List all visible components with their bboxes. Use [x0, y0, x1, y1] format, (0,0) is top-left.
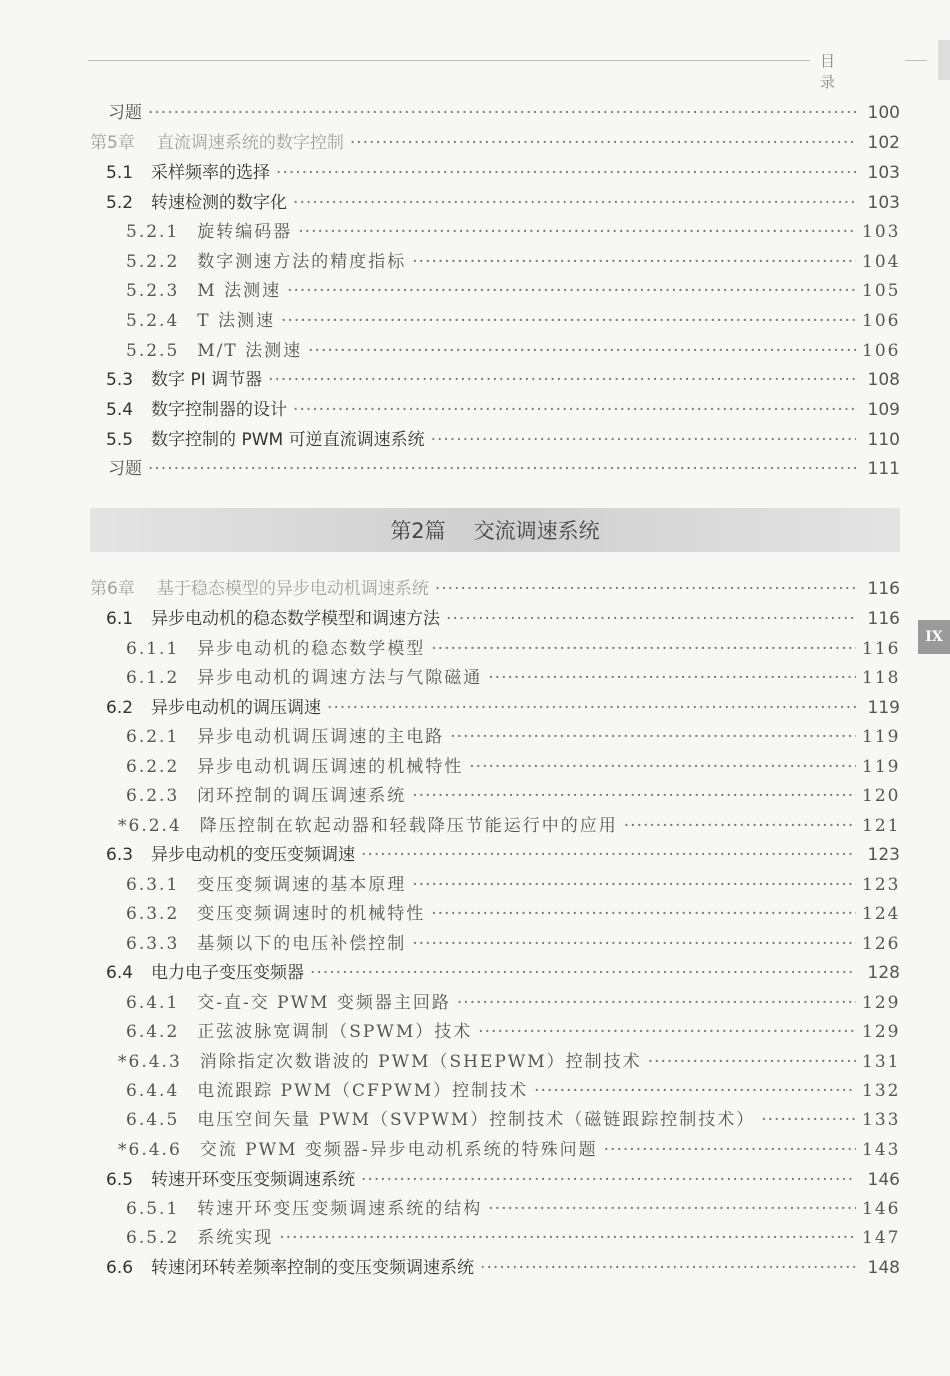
- page-number: 116: [867, 609, 900, 629]
- toc-entry: [108, 456, 900, 482]
- toc-entry: [106, 427, 900, 453]
- entry-number: 习题: [108, 103, 142, 123]
- toc-entry: [106, 695, 900, 721]
- toc-entry: [108, 100, 900, 126]
- running-header: 目 录: [820, 52, 868, 91]
- page-number: 129: [862, 1022, 901, 1042]
- entry-number: 5.5: [106, 430, 134, 450]
- dot-leader: [457, 990, 856, 1016]
- entry-number: 6.1: [106, 609, 134, 629]
- page-number: 123: [862, 875, 901, 895]
- dot-leader: [761, 1107, 856, 1133]
- entry-title: 异步电动机的调速方法与气隙磁通: [197, 668, 483, 688]
- toc-entry: [126, 278, 900, 304]
- entry-number: 第6章: [90, 579, 135, 599]
- entry-title: 交流 PWM 变频器-异步电动机系统的特殊问题: [199, 1140, 598, 1160]
- entry-title: 异步电动机的变压变频调速: [151, 845, 356, 865]
- dot-leader: [431, 636, 856, 662]
- dot-leader: [148, 456, 856, 482]
- toc-entry: [126, 990, 900, 1016]
- entry-title: 电压空间矢量 PWM（SVPWM）控制技术（磁链跟踪控制技术）: [197, 1110, 756, 1130]
- page-number: 104: [862, 252, 901, 272]
- dot-leader: [624, 813, 856, 839]
- entry-title: 异步电动机调压调速的主电路: [197, 727, 445, 747]
- toc-entry: [118, 813, 900, 839]
- dot-leader: [480, 1255, 856, 1281]
- entry-number: 6.5: [106, 1170, 134, 1190]
- dot-leader: [350, 130, 856, 156]
- entry-title: M/T 法测速: [197, 341, 303, 361]
- dot-leader: [268, 367, 856, 393]
- page-number: 128: [867, 963, 900, 983]
- page-number: 120: [862, 786, 901, 806]
- toc-entry: [126, 901, 900, 927]
- toc-entry: [106, 397, 900, 423]
- entry-number: 6.3.2: [126, 904, 180, 924]
- toc-entry: [126, 219, 900, 245]
- entry-title: 闭环控制的调压调速系统: [197, 786, 407, 806]
- entry-number: 第5章: [90, 133, 135, 153]
- dot-leader: [648, 1049, 856, 1075]
- entry-number: 6.3: [106, 845, 134, 865]
- entry-number: 5.2.4: [126, 311, 180, 331]
- dot-leader: [310, 960, 856, 986]
- entry-title: 异步电动机调压调速的机械特性: [197, 757, 464, 777]
- entry-number: 6.4.5: [126, 1110, 180, 1130]
- page-number: 103: [867, 163, 900, 183]
- toc-entry: [126, 636, 900, 662]
- entry-number: 6.5.2: [126, 1228, 180, 1248]
- page-number: 146: [862, 1199, 901, 1219]
- entry-number: 5.2.5: [126, 341, 180, 361]
- dot-leader: [488, 665, 856, 691]
- entry-title: 采样频率的选择: [151, 163, 271, 183]
- entry-title: 转速检测的数字化: [151, 193, 288, 213]
- toc-entry: [106, 842, 900, 868]
- toc-entry: [106, 606, 900, 632]
- dot-leader: [412, 931, 856, 957]
- page-number: 102: [867, 133, 900, 153]
- entry-title: 正弦波脉宽调制（SPWM）技术: [197, 1022, 473, 1042]
- page-number: 105: [862, 281, 901, 301]
- entry-number: 6.1.1: [126, 639, 180, 659]
- entry-number: 6.4.4: [126, 1081, 180, 1101]
- toc-entry: [90, 576, 900, 602]
- entry-title: 数字测速方法的精度指标: [197, 252, 407, 272]
- entry-title: 电力电子变压变频器: [151, 963, 305, 983]
- entry-number: 6.6: [106, 1258, 134, 1278]
- entry-title: 数字控制的 PWM 可逆直流调速系统: [151, 430, 425, 450]
- page-number-tab: IX: [918, 620, 950, 654]
- header-dash: [905, 60, 927, 61]
- page-number: 143: [862, 1140, 901, 1160]
- entry-number: *6.2.4: [118, 816, 182, 836]
- page-number: 123: [867, 845, 900, 865]
- entry-title: T 法测速: [197, 311, 276, 331]
- part-title: 交流调速系统: [473, 519, 600, 543]
- page-number: 129: [862, 993, 901, 1013]
- dot-leader: [431, 427, 856, 453]
- page-number: 108: [867, 370, 900, 390]
- entry-title: 异步电动机的调压调速: [151, 698, 322, 718]
- toc-entry: [106, 1167, 900, 1193]
- entry-title: 异步电动机的稳态数学模型: [197, 639, 426, 659]
- page-number: 106: [862, 341, 901, 361]
- entry-number: 6.5.1: [126, 1199, 180, 1219]
- dot-leader: [446, 606, 856, 632]
- page-number: 147: [862, 1228, 901, 1248]
- dot-leader: [276, 160, 856, 186]
- entry-number: 6.4: [106, 963, 134, 983]
- dot-leader: [412, 872, 856, 898]
- dot-leader: [327, 695, 856, 721]
- entry-title: 电流跟踪 PWM（CFPWM）控制技术: [197, 1081, 529, 1101]
- entry-number: 5.1: [106, 163, 134, 183]
- page-number: 131: [862, 1052, 901, 1072]
- page-number: 126: [862, 934, 901, 954]
- entry-number: 5.2: [106, 193, 134, 213]
- toc-entry: [126, 783, 900, 809]
- toc-entry: [106, 1255, 900, 1281]
- toc-entry: [118, 1049, 900, 1075]
- entry-title: 基频以下的电压补偿控制: [197, 934, 407, 954]
- dot-leader: [281, 308, 856, 334]
- entry-number: 6.2.2: [126, 757, 180, 777]
- page-number: 116: [867, 579, 900, 599]
- dot-leader: [287, 278, 856, 304]
- dot-leader: [604, 1137, 856, 1163]
- page-number: 116: [862, 639, 901, 659]
- entry-number: 6.3.1: [126, 875, 180, 895]
- entry-number: 5.2.1: [126, 222, 180, 242]
- page-number: 109: [867, 400, 900, 420]
- dot-leader: [478, 1019, 856, 1045]
- page-number: 118: [862, 668, 901, 688]
- toc-entry: [126, 665, 900, 691]
- toc-entry: [126, 1225, 900, 1251]
- entry-title: 系统实现: [197, 1228, 274, 1248]
- toc-entry: [106, 190, 900, 216]
- dot-leader: [431, 901, 856, 927]
- toc-entry: [126, 754, 900, 780]
- entry-title: 转速闭环转差频率控制的变压变频调速系统: [151, 1258, 475, 1278]
- entry-number: 6.4.2: [126, 1022, 180, 1042]
- toc-entry: [106, 367, 900, 393]
- dot-leader: [488, 1196, 856, 1222]
- entry-number: 6.1.2: [126, 668, 180, 688]
- entry-number: 5.2.2: [126, 252, 180, 272]
- entry-title: 数字控制器的设计: [151, 400, 288, 420]
- entry-number: *6.4.6: [118, 1140, 182, 1160]
- toc-entry: [118, 1137, 900, 1163]
- page-number: 103: [862, 222, 901, 242]
- toc-entry: [106, 960, 900, 986]
- entry-title: 变压变频调速时的机械特性: [197, 904, 426, 924]
- header-rule: [88, 60, 810, 61]
- entry-title: 消除指定次数谐波的 PWM（SHEPWM）控制技术: [199, 1052, 642, 1072]
- dot-leader: [279, 1225, 856, 1251]
- entry-title: 数字 PI 调节器: [151, 370, 263, 390]
- entry-title: 异步电动机的稳态数学模型和调速方法: [151, 609, 441, 629]
- page-number: 119: [862, 727, 901, 747]
- toc-entry: [126, 872, 900, 898]
- dot-leader: [534, 1078, 856, 1104]
- toc-entry: [126, 249, 900, 275]
- dot-leader: [412, 249, 856, 275]
- entry-title: 基于稳态模型的异步电动机调速系统: [156, 579, 429, 599]
- dot-leader: [450, 724, 856, 750]
- entry-number: 5.3: [106, 370, 134, 390]
- dot-leader: [148, 100, 856, 126]
- page-number: 119: [862, 757, 901, 777]
- entry-number: 5.4: [106, 400, 134, 420]
- entry-number: 习题: [108, 459, 142, 479]
- entry-number: 6.2: [106, 698, 134, 718]
- dot-leader: [361, 842, 856, 868]
- entry-title: 变压变频调速的基本原理: [197, 875, 407, 895]
- toc-entry: [126, 931, 900, 957]
- dot-leader: [293, 190, 856, 216]
- entry-number: 5.2.3: [126, 281, 180, 301]
- page-number: 121: [862, 816, 901, 836]
- page-number: 106: [862, 311, 901, 331]
- entry-number: 6.2.3: [126, 786, 180, 806]
- entry-title: 交-直-交 PWM 变频器主回路: [197, 993, 451, 1013]
- page-number: 132: [862, 1081, 901, 1101]
- dot-leader: [298, 219, 856, 245]
- dot-leader: [469, 754, 856, 780]
- entry-title: M 法测速: [197, 281, 282, 301]
- toc-entry: [126, 1107, 900, 1133]
- entry-number: *6.4.3: [118, 1052, 182, 1072]
- toc-entry: [126, 724, 900, 750]
- entry-number: 6.2.1: [126, 727, 180, 747]
- part-number: 第2篇: [390, 519, 446, 543]
- dot-leader: [435, 576, 856, 602]
- page-number: 100: [867, 103, 900, 123]
- entry-title: 转速开环变压变频调速系统: [151, 1170, 356, 1190]
- dot-leader: [308, 338, 856, 364]
- entry-number: 6.3.3: [126, 934, 180, 954]
- toc-entry: [126, 308, 900, 334]
- page-number: 124: [862, 904, 901, 924]
- toc-entry: [90, 130, 900, 156]
- toc-entry: [126, 1078, 900, 1104]
- toc-entry: [126, 1196, 900, 1222]
- entry-title: 转速开环变压变频调速系统的结构: [197, 1199, 483, 1219]
- entry-title: 直流调速系统的数字控制: [156, 133, 344, 153]
- page-edge: [938, 40, 950, 80]
- entry-title: 旋转编码器: [197, 222, 293, 242]
- toc-entry: [106, 160, 900, 186]
- dot-leader: [293, 397, 856, 423]
- dot-leader: [412, 783, 856, 809]
- part-banner: [90, 508, 900, 552]
- page-number: 133: [862, 1110, 901, 1130]
- entry-number: 6.4.1: [126, 993, 180, 1013]
- page-number: 119: [867, 698, 900, 718]
- page-number: 111: [867, 459, 900, 479]
- entry-title: 降压控制在软起动器和轻载降压节能运行中的应用: [199, 816, 618, 836]
- toc-entry: [126, 338, 900, 364]
- page-number: 146: [867, 1170, 900, 1190]
- page-number: 103: [867, 193, 900, 213]
- page-number: 148: [867, 1258, 900, 1278]
- toc-entry: [126, 1019, 900, 1045]
- dot-leader: [361, 1167, 856, 1193]
- page-number: 110: [867, 430, 900, 450]
